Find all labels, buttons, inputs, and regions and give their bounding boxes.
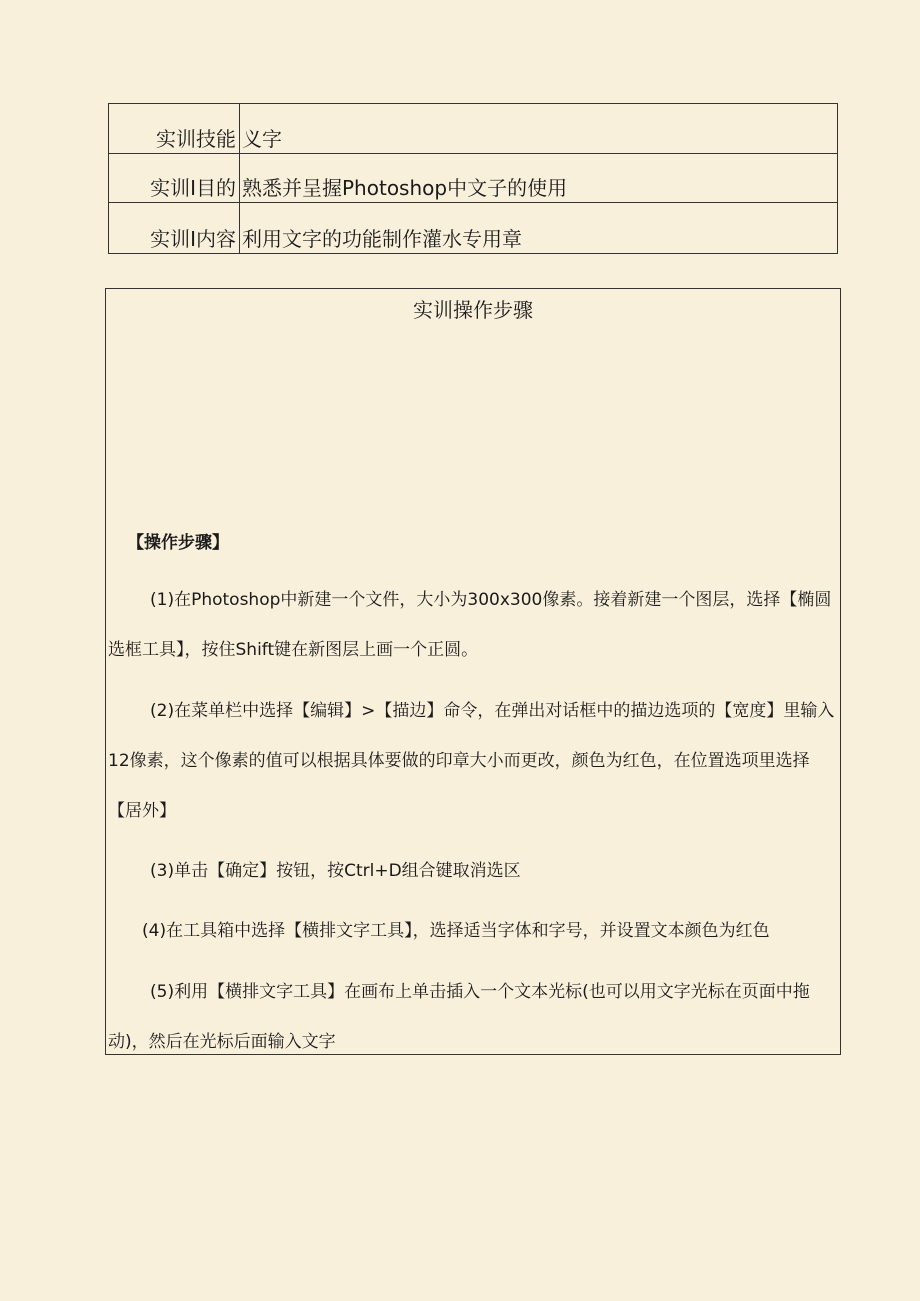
step-5: (5)利用【横排文字工具】在画布上单击插入一个文本光标(也可以用文字光标在页面中拖动)，然后在光标后面输入文字 — [108, 982, 810, 1052]
operation-steps-box — [105, 288, 841, 1055]
purpose-label: 实训I目的 — [109, 154, 240, 203]
table-row — [109, 154, 838, 203]
step-3: (3)单击【确定】按钮，按Ctrl+D组合键取消选区 — [150, 861, 521, 881]
step-1: (1)在Photoshop中新建一个文件，大小为300x300像素。接着新建一个图层，选择【椭圆选框工具】，按住Shift键在新图层上画一个正圆。 — [108, 590, 832, 660]
table-row — [109, 104, 838, 154]
steps-heading: 【操作步骤】 — [127, 533, 229, 553]
content-label: 实训I内容 — [109, 203, 240, 254]
skill-label: 实训技能 — [109, 104, 240, 154]
table-row — [109, 203, 838, 254]
steps-title: 实训操作步骤 — [413, 298, 533, 322]
training-info-table — [108, 103, 838, 254]
content-value: 利用文字的功能制作灌水专用章 — [240, 203, 838, 254]
step-2: (2)在菜单栏中选择【编辑】>【描边】命令，在弹出对话框中的描边选项的【宽度】里输入12像素，这个像素的值可以根据具体要做的印章大小而更改，颜色为红色，在位置选项里选择【居外】 — [108, 701, 835, 821]
purpose-value: 熟悉并呈握Photoshop中文子的使用 — [240, 154, 838, 203]
step-4: (4)在工具箱中选择【横排文字工具】，选择适当字体和字号，并设置文本颜色为红色 — [142, 921, 770, 941]
skill-value: 义字 — [240, 104, 838, 154]
